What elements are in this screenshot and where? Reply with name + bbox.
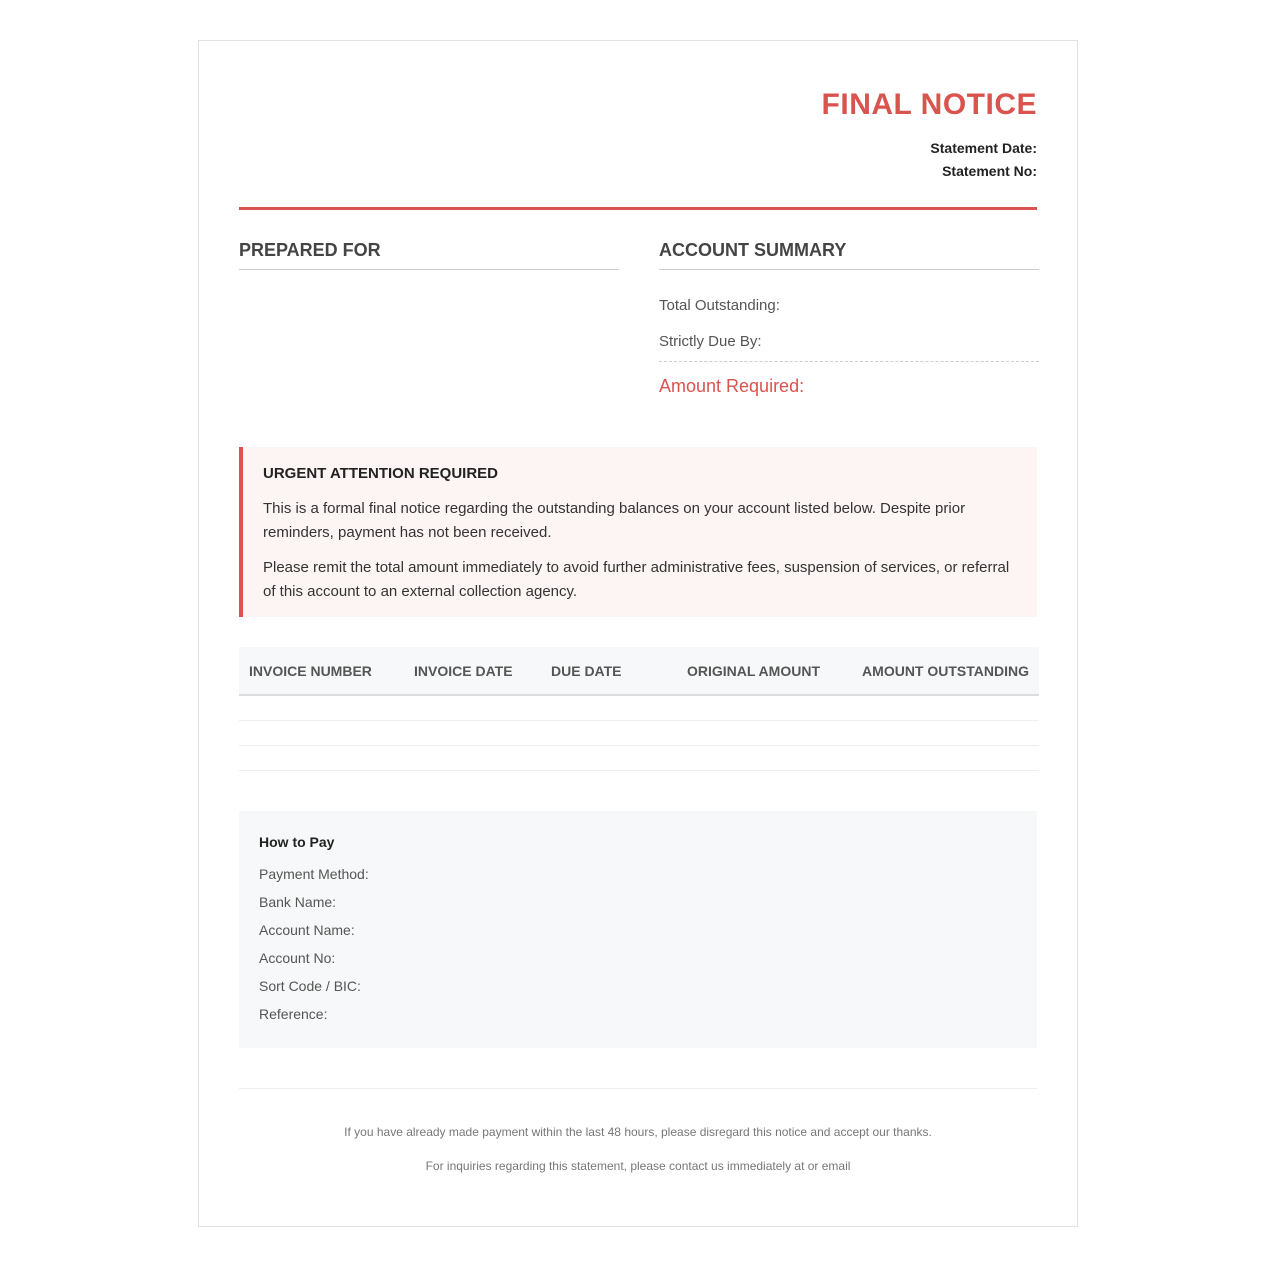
table-cell [656,721,830,746]
alert-paragraph-2: Please remit the total amount immediately to avoid further administrative fees, suspension of services, or referral of this account to an external collection agency. [263,559,1010,600]
table-cell [830,695,1039,721]
table-row [239,695,1039,721]
document-title: FINAL NOTICE [821,88,1037,121]
alert-title: URGENT ATTENTION REQUIRED [263,465,498,482]
strictly-due-by-label: Strictly Due By: [659,333,762,350]
footer-disregard-note: If you have already made payment within the last 48 hours, please disregard this notice and accept our thanks. [344,1125,932,1139]
table-cell [404,721,541,746]
account-no-label: Account No: [259,950,336,966]
sort-code-label: Sort Code / BIC: [259,978,361,994]
table-row [239,746,1039,771]
document-header [239,41,1037,210]
column-amount-outstanding: AMOUNT OUTSTANDING [830,647,1039,695]
prepared-for-heading: PREPARED FOR [239,239,619,270]
table-cell [404,746,541,771]
table-cell [830,721,1039,746]
amount-required-label: Amount Required: [659,376,805,396]
column-due-date: DUE DATE [541,647,656,695]
account-summary-section [659,239,1039,396]
alert-paragraph-1: This is a formal final notice regarding the outstanding balances on your account listed below. Despite prior reminders, payment has not been received. [263,500,966,541]
payment-method-label: Payment Method: [259,866,369,882]
urgent-alert-box [239,447,1037,617]
statement-no-label: Statement No: [942,163,1037,179]
table-cell [239,746,404,771]
table-cell [830,746,1039,771]
reference-label: Reference: [259,1006,328,1022]
table-cell [541,721,656,746]
table-cell [541,695,656,721]
summary-divider [659,361,1039,362]
account-name-label: Account Name: [259,922,355,938]
how-to-pay-title: How to Pay [259,834,335,850]
table-row [239,721,1039,746]
statement-date-label: Statement Date: [930,140,1037,156]
page-content [239,41,1037,1226]
footer-contact-note: For inquiries regarding this statement, please contact us immediately at or email [425,1159,851,1173]
statement-page [198,40,1078,1227]
column-invoice-date: INVOICE DATE [404,647,541,695]
prepared-for-section [239,239,619,270]
table-cell [541,746,656,771]
account-summary-heading: ACCOUNT SUMMARY [659,239,1039,270]
invoice-table-header-row [239,647,1039,695]
table-cell [239,721,404,746]
column-invoice-number: INVOICE NUMBER [239,647,404,695]
table-cell [404,695,541,721]
invoice-table [239,647,1039,771]
bank-name-label: Bank Name: [259,894,337,910]
document-footer [239,1088,1037,1173]
table-cell [656,746,830,771]
column-original-amount: ORIGINAL AMOUNT [656,647,830,695]
how-to-pay-panel [239,811,1037,1048]
table-cell [656,695,830,721]
total-outstanding-label: Total Outstanding: [659,297,780,314]
table-cell [239,695,404,721]
